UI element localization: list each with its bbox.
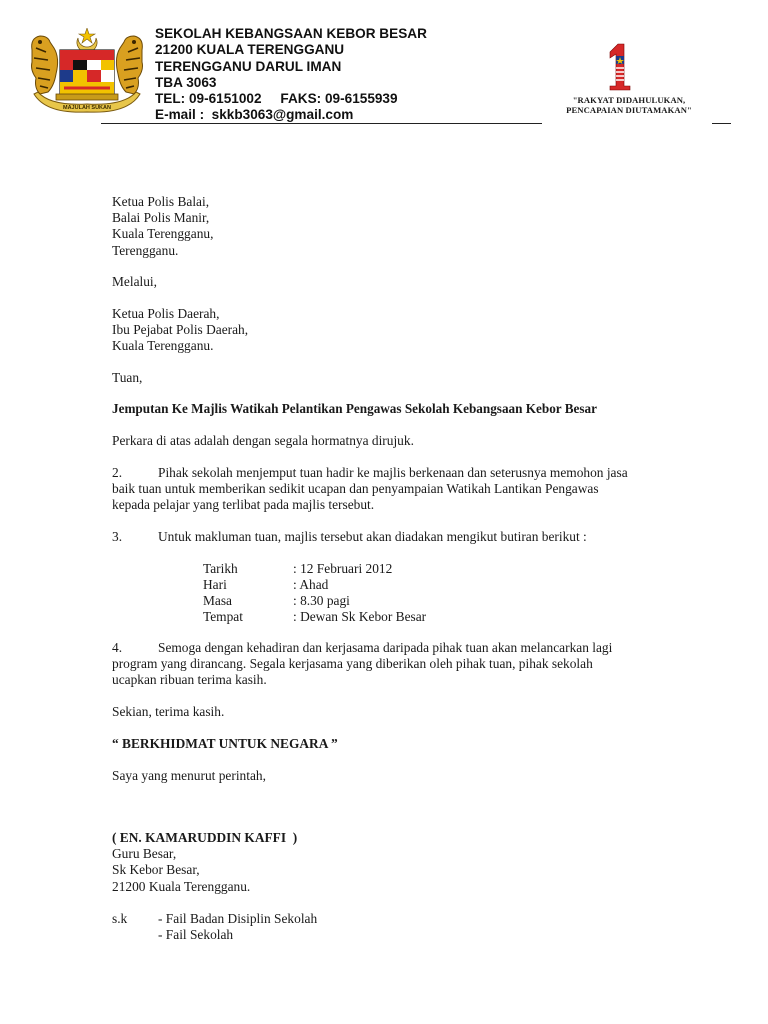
cc-item: - Fail Sekolah <box>158 927 234 942</box>
schedule-value: : 8.30 pagi <box>293 593 350 608</box>
schedule-label: Tarikh <box>203 561 238 576</box>
subject-heading: Jemputan Ke Majlis Watikah Pelantikan Pengawas Sekolah Kebangsaan Kebor Besar <box>112 401 597 416</box>
header-rule-left <box>101 123 542 124</box>
header-rule-right <box>712 123 731 124</box>
sign-off: Saya yang menurut perintah, <box>112 768 266 783</box>
paragraph-2 <box>112 465 628 514</box>
crest-motto-text: MAJULAH SUKAN <box>63 105 111 111</box>
cc-label: s.k <box>112 911 128 926</box>
paragraph-text: kepada pelajar yang terlibat pada majlis tersebut. <box>112 497 375 513</box>
cc-block <box>112 911 412 945</box>
paragraph-text: Untuk makluman tuan, majlis tersebut akan diadakan mengikut butiran berikut : <box>158 529 587 544</box>
paragraph-text: baik tuan untuk memberikan sedikit ucapan dan penyampaian Watikah Lantikan Pengawas <box>112 481 599 497</box>
signature-block <box>112 830 297 895</box>
schedule-label: Hari <box>203 577 227 592</box>
via-line: Ketua Polis Daerah, <box>112 306 220 321</box>
paragraph-3 <box>112 529 672 545</box>
schedule-value: : Dewan Sk Kebor Besar <box>293 609 427 624</box>
school-address-line-2: TERENGGANU DARUL IMAN <box>155 58 342 74</box>
via-line: Ibu Pejabat Polis Daerah, <box>112 322 249 338</box>
signatory-title-line: 21200 Kuala Terengganu. <box>112 878 251 894</box>
school-tel-fax: TEL: 09-6151002 FAKS: 09-6155939 <box>155 91 398 107</box>
paragraph-text: Pihak sekolah menjemput tuan hadir ke majlis berkenaan dan seterusnya memohon jasa <box>158 465 628 480</box>
school-address-line-1: 21200 KUALA TERENGGANU <box>155 42 345 58</box>
recipient-line: Terengganu. <box>112 242 179 258</box>
schedule-label: Tempat <box>203 609 243 624</box>
signatory-title-line: Guru Besar, <box>112 846 177 862</box>
paragraph-text: Semoga dengan kehadiran dan kerjasama daripada pihak tuan akan melancarkan lagi <box>158 640 613 655</box>
paragraph-number: 2. <box>112 465 123 480</box>
intro-paragraph: Perkara di atas adalah dengan segala hormatnya dirujuk. <box>112 433 414 448</box>
paragraph-text: ucapkan ribuan terima kasih. <box>112 672 267 688</box>
schedule-value: : 12 Februari 2012 <box>293 561 393 576</box>
national-motto: “ BERKHIDMAT UNTUK NEGARA ” <box>112 736 338 751</box>
via-line: Kuala Terengganu. <box>112 338 214 354</box>
schedule-label: Masa <box>203 593 233 608</box>
state-crest-logo <box>26 28 148 118</box>
slogan-line-2: PENCAPAIAN DIUTAMAKAN" <box>566 105 692 115</box>
slogan-line-1: "RAKYAT DIDAHULUKAN, <box>572 95 686 105</box>
via-block <box>112 306 248 355</box>
salutation: Tuan, <box>112 370 143 385</box>
school-code: TBA 3063 <box>155 74 217 90</box>
schedule-table <box>203 561 523 627</box>
recipient-line: Ketua Polis Balai, <box>112 194 210 209</box>
recipient-line: Kuala Terengganu, <box>112 226 214 242</box>
paragraph-number: 4. <box>112 640 123 655</box>
signatory-title-line: Sk Kebor Besar, <box>112 862 200 878</box>
recipient-line: Balai Polis Manir, <box>112 210 210 226</box>
via-label: Melalui, <box>112 274 157 289</box>
signatory-name: ( EN. KAMARUDDIN KAFFI ) <box>112 830 298 845</box>
schedule-value: : Ahad <box>293 577 329 592</box>
school-name: SEKOLAH KEBANGSAAN KEBOR BESAR <box>155 26 427 41</box>
recipient-block <box>112 194 213 259</box>
one-malaysia-logo <box>604 42 634 92</box>
cc-item: - Fail Badan Disiplin Sekolah <box>158 911 318 926</box>
paragraph-text: program yang dirancang. Segala kerjasama yang diberikan oleh pihak tuan, pihak sekolah <box>112 656 593 672</box>
closing-line: Sekian, terima kasih. <box>112 704 225 719</box>
school-email: E-mail : skkb3063@gmail.com <box>155 107 354 123</box>
paragraph-4 <box>112 640 613 689</box>
paragraph-number: 3. <box>112 529 123 544</box>
